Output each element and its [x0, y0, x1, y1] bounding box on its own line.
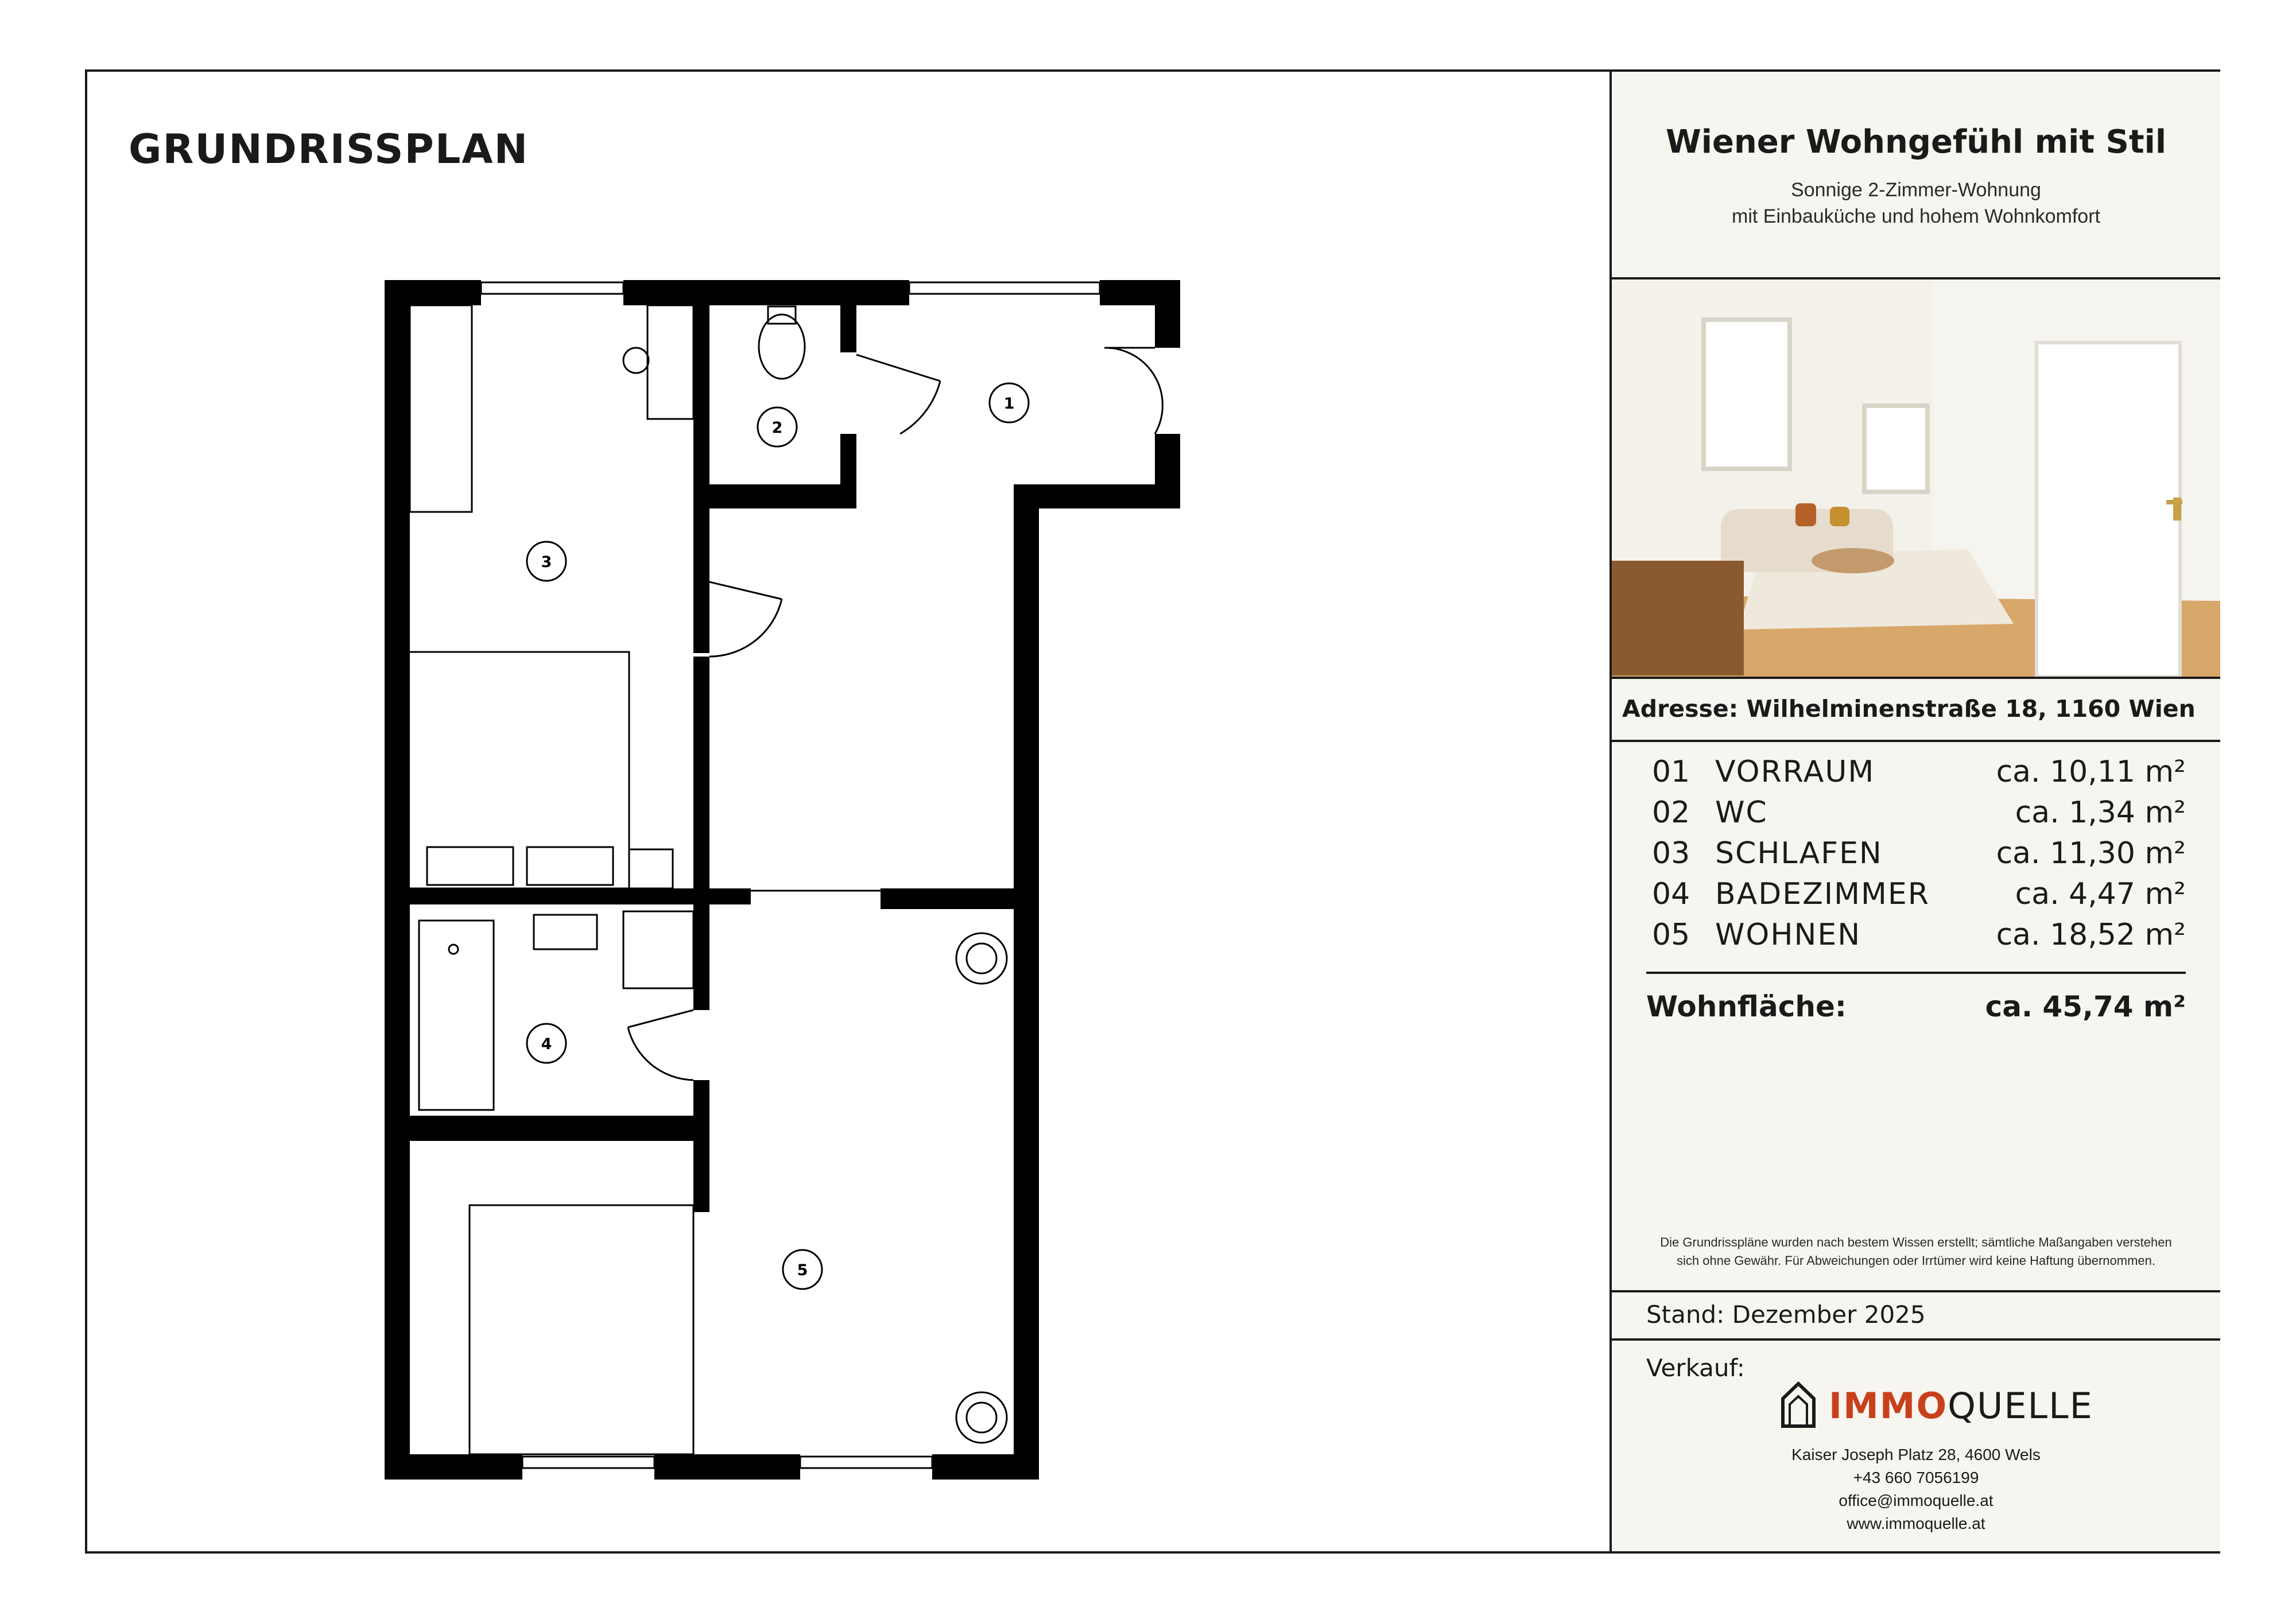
wall	[693, 657, 709, 898]
room-list	[1646, 755, 2186, 958]
wall	[881, 888, 1039, 909]
subtitle-line-2: mit Einbauküche und hohem Wohnkomfort	[1732, 205, 2100, 227]
stand-row	[1612, 1290, 2220, 1341]
room-number: 01	[1652, 755, 1690, 789]
stand-date: Stand: Dezember 2025	[1646, 1300, 1926, 1329]
contact-website[interactable]: www.immoquelle.at	[1847, 1515, 1985, 1532]
brand-name-light: QUELLE	[1948, 1385, 2093, 1427]
wall	[693, 1080, 709, 1212]
disclaimer-line-1: Die Grundrisspläne wurden nach bestem Wissen erstellt; sämtliche Maßangaben verstehen	[1660, 1235, 2172, 1249]
room-area: ca. 1,34 m²	[2015, 795, 2186, 830]
room-area: ca. 10,11 m²	[1996, 755, 2186, 789]
total-value: ca. 45,74 m²	[1985, 990, 2186, 1023]
plan-title: GRUNDRISSPLAN	[129, 126, 529, 173]
info-panel	[1612, 72, 2220, 1551]
disclaimer-line-2: sich ohne Gewähr. Für Abweichungen oder Irrtümer wird keine Haftung übernommen.	[1677, 1253, 2155, 1268]
total-divider	[1646, 972, 2186, 974]
room-number: 05	[1652, 918, 1690, 952]
wall	[1155, 280, 1180, 348]
brand-name-strong: IMMO	[1829, 1385, 1948, 1427]
room-row	[1646, 755, 2186, 795]
listing-title: Wiener Wohngefühl mit Stil	[1665, 123, 2167, 161]
room-area: ca. 4,47 m²	[2015, 877, 2186, 911]
contact-block	[1612, 1443, 2220, 1535]
room-number: 03	[1652, 836, 1690, 871]
interior-photo-illustration	[1612, 279, 2220, 677]
room-marker-4-label: 4	[541, 1035, 552, 1053]
room-row	[1646, 836, 2186, 877]
wall	[693, 484, 856, 508]
info-header	[1612, 72, 2220, 279]
contact-address: Kaiser Joseph Platz 28, 4600 Wels	[1791, 1446, 2041, 1463]
wall	[840, 434, 856, 508]
room-marker-2-label: 2	[771, 419, 783, 437]
wall	[654, 1454, 800, 1480]
wall	[693, 888, 709, 1010]
room-marker-3-label: 3	[541, 553, 552, 571]
wall	[1014, 484, 1039, 1480]
room-name: SCHLAFEN	[1715, 836, 1883, 871]
room-row	[1646, 918, 2186, 958]
room-row	[1646, 877, 2186, 918]
room-number: 02	[1652, 795, 1690, 830]
wall	[693, 280, 709, 653]
brand-name	[1829, 1385, 2093, 1427]
wall	[623, 280, 909, 305]
floor-plan-sheet	[85, 69, 2220, 1554]
room-name: WOHNEN	[1715, 918, 1861, 952]
house-logo-icon	[1778, 1379, 1818, 1431]
room-marker-1-label: 1	[1003, 395, 1015, 413]
address-row	[1612, 679, 2220, 742]
room-name: VORRAUM	[1715, 755, 1875, 789]
listing-subtitle	[1612, 177, 2220, 230]
address: Adresse: Wilhelminenstraße 18, 1160 Wien	[1622, 695, 2196, 723]
sales-label: Verkauf:	[1646, 1354, 1745, 1382]
disclaimer	[1623, 1233, 2209, 1270]
floor-plan-drawing	[87, 72, 1612, 1554]
room-area: ca. 11,30 m²	[1996, 836, 2186, 871]
room-number: 04	[1652, 877, 1690, 911]
total-label: Wohnfläche:	[1646, 990, 1847, 1023]
subtitle-line-1: Sonnige 2-Zimmer-Wohnung	[1791, 179, 2041, 201]
wall	[385, 280, 410, 1480]
wall	[408, 888, 709, 904]
plan-area	[87, 72, 1612, 1551]
wall	[385, 1454, 522, 1480]
wall	[1014, 484, 1180, 508]
room-area: ca. 18,52 m²	[1996, 918, 2186, 952]
wall	[840, 280, 856, 352]
contact-phone[interactable]: +43 660 7056199	[1853, 1469, 1979, 1486]
contact-email[interactable]: office@immoquelle.at	[1839, 1492, 1994, 1509]
interior-photo	[1612, 279, 2220, 679]
room-name: BADEZIMMER	[1715, 877, 1930, 911]
brand-logo	[1778, 1379, 2093, 1436]
room-name: WC	[1715, 795, 1768, 830]
room-row	[1646, 795, 2186, 836]
wall	[408, 1116, 709, 1141]
room-marker-5-label: 5	[797, 1261, 808, 1279]
total-area-row	[1646, 990, 2186, 1030]
